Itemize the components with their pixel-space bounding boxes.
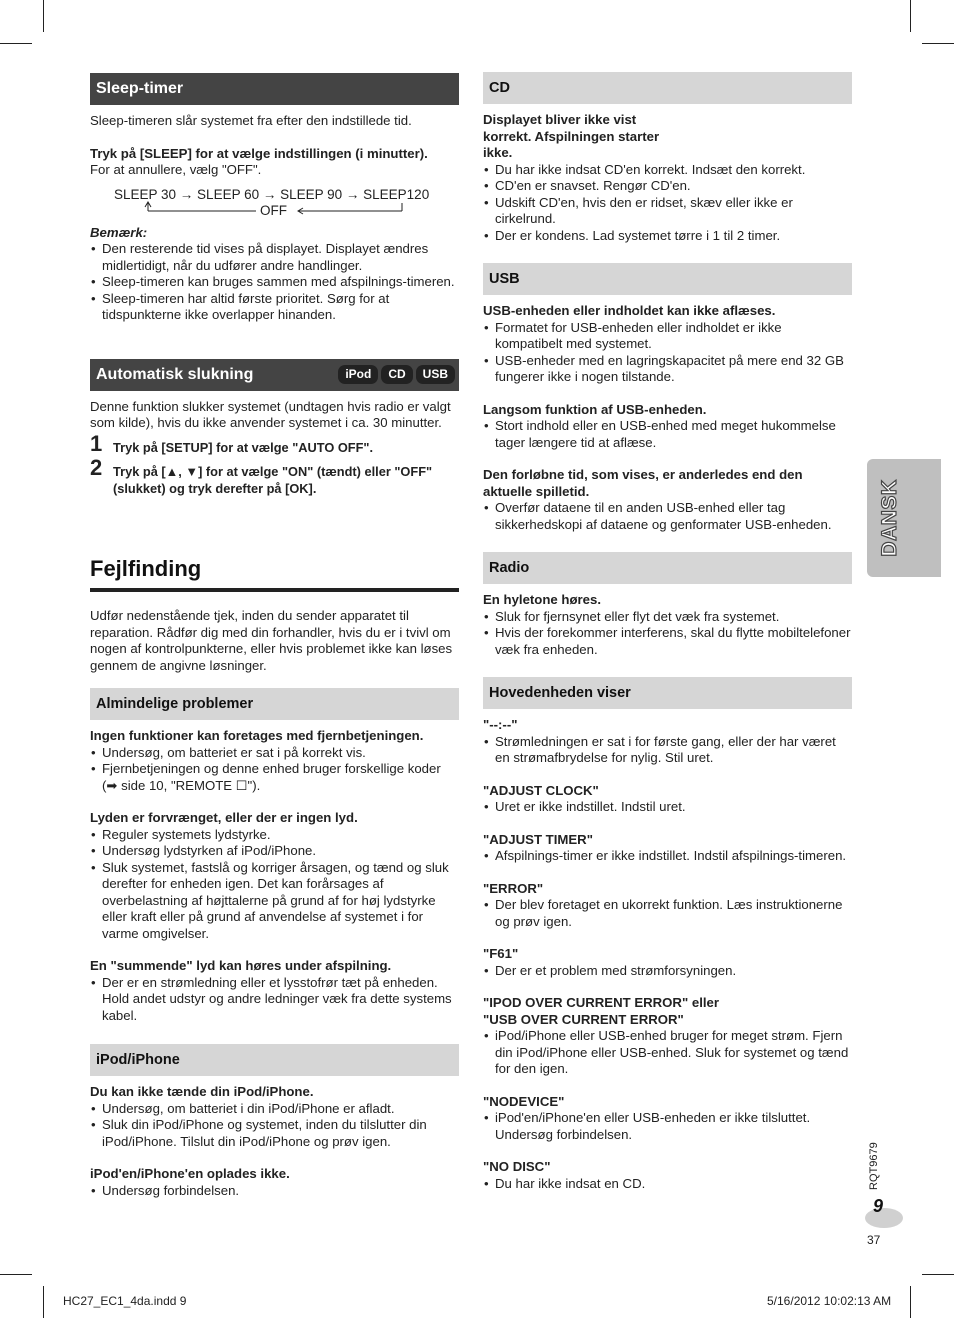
sheet-number: 37 bbox=[867, 1233, 881, 1247]
problem-heading: En hyletone høres. bbox=[483, 592, 601, 607]
solution-list bbox=[90, 827, 459, 943]
section-header-general: Almindelige problemer bbox=[90, 688, 459, 720]
step-text: Tryk på [SETUP] for at vælge "AUTO OFF". bbox=[113, 439, 374, 455]
language-tab-label: DANSK bbox=[878, 479, 901, 557]
note-label: Bemærk: bbox=[90, 224, 148, 240]
solution-list bbox=[483, 897, 852, 930]
list-item: • Strømledningen er sat i for første gang, eller der har været en strømafbrydelse for nylig. Stil uret. bbox=[483, 734, 852, 767]
step-text: Tryk på [▲, ▼] for at vælge "ON" (tændt) eller "OFF" (slukket) og tryk derefter på [OK]. bbox=[113, 464, 433, 496]
step-2 bbox=[90, 455, 459, 497]
sleep-sequence-off: OFF bbox=[260, 202, 287, 218]
list-item: • Hvis der forekommer interferens, skal du flytte mobiltelefoner væk fra enheden. bbox=[483, 625, 852, 658]
list-item: • iPod/iPhone eller USB-enhed bruger for meget strøm. Fjern din iPod/iPhone eller USB-enhed. Sluk for systemet og tænd for den igen. bbox=[483, 1028, 852, 1078]
language-tab bbox=[867, 459, 941, 577]
sleep-notes-list bbox=[90, 241, 459, 324]
solution-list bbox=[483, 162, 852, 245]
list-item: • Undersøg, om batteriet i din iPod/iPhone er afladt. bbox=[90, 1101, 459, 1118]
sleep-intro: Sleep-timeren slår systemet fra efter den indstillede tid. bbox=[90, 113, 412, 128]
list-item: • Fjernbetjeningen og denne enhed bruger forskellige koder (➡ side 10, "REMOTE ☐"). bbox=[90, 761, 459, 794]
list-item: • Du har ikke indsat en CD. bbox=[483, 1176, 852, 1193]
step-number: 2 bbox=[90, 455, 103, 480]
display-message: "ADJUST CLOCK" bbox=[483, 782, 599, 798]
problem-heading: Du kan ikke tænde din iPod/iPhone. bbox=[90, 1084, 314, 1099]
right-column bbox=[483, 72, 852, 1192]
list-item: • Der blev foretaget en ukorrekt funktion. Læs instruktionerne og prøv igen. bbox=[483, 897, 852, 930]
list-item: • iPod'en/iPhone'en eller USB-enheden er ikke tilsluttet. Undersøg forbindelsen. bbox=[483, 1110, 852, 1143]
display-message: "ADJUST TIMER" bbox=[483, 831, 593, 847]
list-item: • Der er et problem med strømforsyningen. bbox=[483, 963, 852, 980]
document-code: RQT9679 bbox=[868, 1142, 880, 1190]
solution-list bbox=[483, 609, 852, 659]
section-title: Automatisk slukning bbox=[96, 365, 254, 383]
crop-mark bbox=[922, 1274, 954, 1275]
list-item: • Sleep-timeren har altid første prioritet. Sørg for at tidspunkterne ikke overlapper hinanden. bbox=[90, 291, 459, 324]
step-number: 1 bbox=[90, 430, 103, 456]
problem-heading: Displayet bliver ikke vist korrekt. Afspilningen starter ikke. bbox=[483, 112, 660, 160]
problem-heading: En "summende" lyd kan høres under afspilning. bbox=[90, 958, 392, 973]
section-header-radio: Radio bbox=[483, 552, 852, 584]
list-item: • Der er en strømledning eller et lysstofrør tæt på enheden. Hold andet udstyr og andre ledninger væk fra dette systems kabel. bbox=[90, 975, 459, 1025]
list-item: • Undersøg forbindelsen. bbox=[90, 1183, 459, 1200]
list-item: • Sluk din iPod/iPhone og systemet, inden du tilslutter din iPod/iPhone. Tilslut din iPod/iPhone og prøv igen. bbox=[90, 1117, 459, 1150]
solution-list bbox=[90, 1183, 459, 1200]
page-number: 9 bbox=[873, 1196, 884, 1216]
solution-list bbox=[483, 500, 852, 533]
section-header-sleep-timer: Sleep-timer bbox=[90, 73, 459, 105]
list-item: • Afspilnings-timer er ikke indstillet. Indstil afspilnings-timeren. bbox=[483, 848, 852, 865]
display-message: "NO DISC" bbox=[483, 1159, 551, 1174]
problem-heading: Den forløbne tid, som vises, er anderledes end den aktuelle spilletid. bbox=[483, 467, 803, 499]
list-item: • Sluk systemet, fastslå og korriger årsagen, og tænd og sluk derefter for enheden igen. Det kan forårsages af overbelastning af højttalerne på grund af for høj lydstyrke eller kraft eller på grund af anvendelse af systemet i for varme omgivelser. bbox=[90, 860, 459, 943]
list-item: • Formatet for USB-enheden eller indholdet er ikke kompatibelt med systemet. bbox=[483, 320, 852, 353]
crop-mark bbox=[0, 1274, 32, 1275]
list-item: • Uret er ikke indstillet. Indstil uret. bbox=[483, 799, 852, 816]
sleep-sequence-diagram bbox=[90, 187, 459, 227]
section-header-ipod: iPod/iPhone bbox=[90, 1044, 459, 1076]
solution-list bbox=[483, 1110, 852, 1143]
solution-list bbox=[90, 1101, 459, 1151]
problem-heading: Lyden er forvrænget, eller der er ingen lyd. bbox=[90, 810, 358, 825]
section-header-display: Hovedenheden viser bbox=[483, 677, 852, 709]
solution-list bbox=[483, 418, 852, 451]
solution-list bbox=[483, 848, 852, 865]
troubleshooting-intro: Udfør nedenstående tjek, inden du sender apparatet til reparation. Rådfør dig med din forhandler, hvis du er i tvivl om nogen af kontrolpunkterne, eller hvis problemet ikke kan løses gennem de angivne løsninger. bbox=[90, 608, 453, 673]
auto-off-intro: Denne funktion slukker systemet (undtagen hvis radio er valgt som kilde), hvis du ikke anvender systemet i ca. 30 minutter. bbox=[90, 398, 451, 430]
left-column bbox=[90, 73, 459, 1199]
list-item: • Overfør dataene til en anden USB-enhed eller tag sikkerhedskopi af dataene og genformater USB-enheden. bbox=[483, 500, 852, 533]
footer-file: HC27_EC1_4da.indd 9 bbox=[63, 1294, 187, 1308]
solution-list bbox=[483, 320, 852, 386]
problem-heading: Ingen funktioner kan foretages med fjernbetjeningen. bbox=[90, 728, 424, 743]
solution-list bbox=[483, 1176, 852, 1193]
crop-mark bbox=[0, 43, 32, 44]
ipod-badge: iPod bbox=[338, 365, 378, 384]
solution-list bbox=[90, 975, 459, 1025]
step-1 bbox=[90, 430, 459, 457]
list-item: • CD'en er snavset. Rengør CD'en. bbox=[483, 178, 852, 195]
display-message: "F61" bbox=[483, 946, 519, 961]
solution-list bbox=[483, 734, 852, 767]
crop-mark bbox=[910, 0, 911, 32]
crop-mark bbox=[43, 1286, 44, 1318]
section-header-cd: CD bbox=[483, 72, 852, 104]
list-item: • Undersøg lydstyrken af iPod/iPhone. bbox=[90, 843, 459, 860]
list-item: • Udskift CD'en, hvis den er ridset, skæv eller ikke er cirkelrund. bbox=[483, 195, 852, 228]
list-item: • Sleep-timeren kan bruges sammen med afspilnings-timeren. bbox=[90, 274, 459, 291]
section-header-auto-off bbox=[90, 359, 459, 391]
list-item: • Der er kondens. Lad systemet tørre i 1 til 2 timer. bbox=[483, 228, 852, 245]
sleep-sequence-steps: SLEEP 30 → SLEEP 60 → SLEEP 90 → SLEEP120 bbox=[114, 186, 430, 202]
list-item: • Du har ikke indsat CD'en korrekt. Indsæt den korrekt. bbox=[483, 162, 852, 179]
page-title: Fejlfinding bbox=[90, 554, 459, 592]
sleep-instruction: Tryk på [SLEEP] for at vælge indstillingen (i minutter). bbox=[90, 145, 428, 161]
solution-list bbox=[483, 963, 852, 980]
list-item: • USB-enheder med en lagringskapacitet på mere end 32 GB fungerer ikke i nogen tilstande. bbox=[483, 353, 852, 386]
list-item: • Stort indhold eller en USB-enhed med meget hukommelse tager længere tid at aflæse. bbox=[483, 418, 852, 451]
source-badges bbox=[338, 365, 455, 384]
list-item: • Undersøg, om batteriet er sat i på korrekt vis. bbox=[90, 745, 459, 762]
solution-list bbox=[483, 799, 852, 816]
page-number-oval bbox=[865, 1208, 903, 1228]
crop-mark bbox=[922, 43, 954, 44]
footer-date: 5/16/2012 10:02:13 AM bbox=[767, 1294, 892, 1308]
sleep-cancel: For at annullere, vælg "OFF". bbox=[90, 162, 262, 177]
display-message: "ERROR" bbox=[483, 880, 544, 896]
list-item: • Reguler systemets lydstyrke. bbox=[90, 827, 459, 844]
list-item: • Sluk for fjernsynet eller flyt det væk fra systemet. bbox=[483, 609, 852, 626]
solution-list bbox=[483, 1028, 852, 1078]
problem-heading: USB-enheden eller indholdet kan ikke aflæses. bbox=[483, 303, 776, 318]
display-message: "NODEVICE" bbox=[483, 1093, 565, 1109]
crop-mark bbox=[910, 1286, 911, 1318]
solution-list bbox=[90, 745, 459, 795]
display-message: "IPOD OVER CURRENT ERROR" eller "USB OVER CURRENT ERROR" bbox=[483, 995, 719, 1027]
section-header-usb: USB bbox=[483, 263, 852, 295]
crop-mark bbox=[43, 0, 44, 32]
problem-heading: iPod'en/iPhone'en oplades ikke. bbox=[90, 1166, 290, 1181]
usb-badge: USB bbox=[416, 365, 455, 384]
cd-badge: CD bbox=[381, 365, 412, 384]
problem-heading: Langsom funktion af USB-enheden. bbox=[483, 401, 707, 417]
sleep-sequence-arrows bbox=[90, 187, 459, 227]
display-message: "--:--" bbox=[483, 717, 518, 732]
list-item: • Den resterende tid vises på displayet. Displayet ændres midlertidigt, når du udfører andre handlinger. bbox=[90, 241, 459, 274]
